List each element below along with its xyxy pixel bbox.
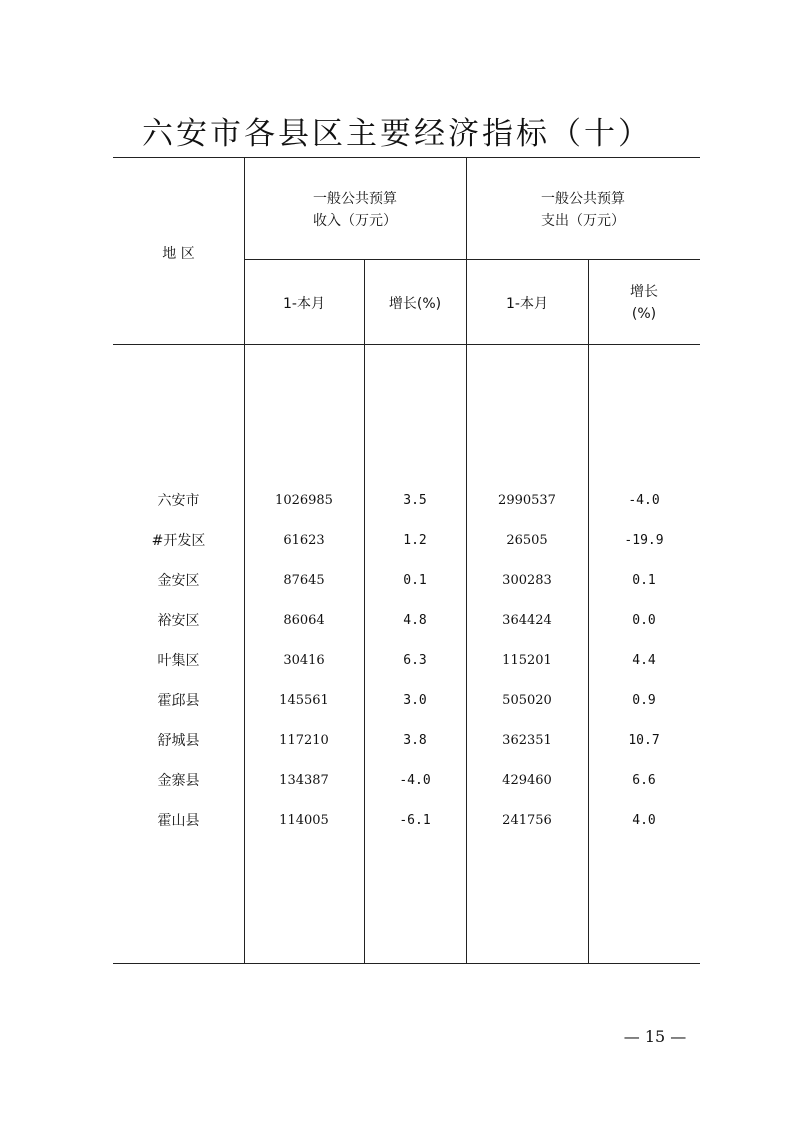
row-region-name: 舒城县 (157, 733, 200, 749)
row-region-name: #开发区 (151, 533, 206, 549)
row-revenue-growth: -4.0 (399, 773, 431, 788)
row-revenue: 117210 (279, 733, 329, 748)
row-region-name: 霍邱县 (157, 693, 200, 709)
row-expenditure: 429460 (502, 773, 552, 788)
row-region-name: 霍山县 (157, 813, 200, 829)
row-expenditure: 115201 (502, 653, 552, 668)
row-expenditure-growth: 0.1 (632, 573, 656, 588)
row-revenue: 30416 (283, 653, 325, 668)
row-expenditure-growth: -4.0 (628, 493, 660, 508)
header-revenue-line1: 一般公共预算 (313, 191, 397, 207)
row-expenditure: 364424 (502, 613, 552, 628)
row-revenue: 87645 (283, 573, 325, 588)
row-expenditure-growth: 4.0 (632, 813, 656, 828)
row-expenditure: 362351 (502, 733, 552, 748)
row-expenditure: 241756 (502, 813, 552, 828)
row-revenue: 86064 (283, 613, 325, 628)
page-number: — 15 — (623, 1027, 687, 1046)
row-revenue: 1026985 (275, 493, 333, 508)
row-expenditure: 26505 (506, 533, 548, 548)
header-exp-ytd: 1-本月 (506, 296, 548, 312)
header-region: 地 区 (162, 246, 195, 262)
row-region-name: 六安市 (157, 493, 200, 509)
table-top-rule (113, 157, 700, 158)
page-title: 六安市各县区主要经济指标（十） (142, 116, 652, 152)
row-expenditure: 2990537 (498, 493, 556, 508)
row-revenue-growth: 3.5 (403, 493, 427, 508)
row-revenue-growth: 3.8 (403, 733, 427, 748)
header-exp-growth (588, 281, 700, 325)
row-revenue-growth: -6.1 (399, 813, 431, 828)
row-region-name: 叶集区 (157, 653, 200, 669)
row-revenue-growth: 0.1 (403, 573, 427, 588)
header-expenditure-line2: 支出（万元） (541, 213, 625, 229)
row-expenditure: 505020 (502, 693, 552, 708)
header-revenue-line2: 收入（万元） (313, 213, 397, 229)
header-exp-growth-line1: 增长 (630, 284, 658, 300)
row-expenditure-growth: 4.4 (632, 653, 656, 668)
row-revenue-growth: 4.8 (403, 613, 427, 628)
row-expenditure-growth: 0.0 (632, 613, 656, 628)
row-expenditure-growth: 6.6 (632, 773, 656, 788)
row-region-name: 金安区 (157, 573, 200, 589)
header-bottom-rule (113, 344, 700, 345)
header-rev-ytd: 1-本月 (283, 296, 325, 312)
table-bottom-rule (113, 963, 700, 964)
header-exp-growth-line2: (%) (631, 306, 657, 322)
header-expenditure-line1: 一般公共预算 (541, 191, 625, 207)
header-rev-growth: 增长(%) (388, 296, 442, 312)
row-revenue-growth: 1.2 (403, 533, 427, 548)
row-expenditure-growth: -19.9 (624, 533, 664, 548)
row-expenditure-growth: 0.9 (632, 693, 656, 708)
row-revenue-growth: 6.3 (403, 653, 427, 668)
row-revenue: 145561 (279, 693, 329, 708)
row-revenue-growth: 3.0 (403, 693, 427, 708)
header-mid-rule (244, 259, 700, 260)
row-region-name: 裕安区 (157, 613, 200, 629)
row-region-name: 金寨县 (157, 773, 200, 789)
row-revenue: 134387 (279, 773, 329, 788)
row-expenditure-growth: 10.7 (628, 733, 660, 748)
col-divider-region (244, 157, 245, 964)
row-revenue: 61623 (283, 533, 325, 548)
header-revenue (244, 188, 466, 232)
row-revenue: 114005 (279, 813, 329, 828)
row-expenditure: 300283 (502, 573, 552, 588)
col-divider-expenditure (466, 157, 467, 964)
header-expenditure (466, 188, 700, 232)
